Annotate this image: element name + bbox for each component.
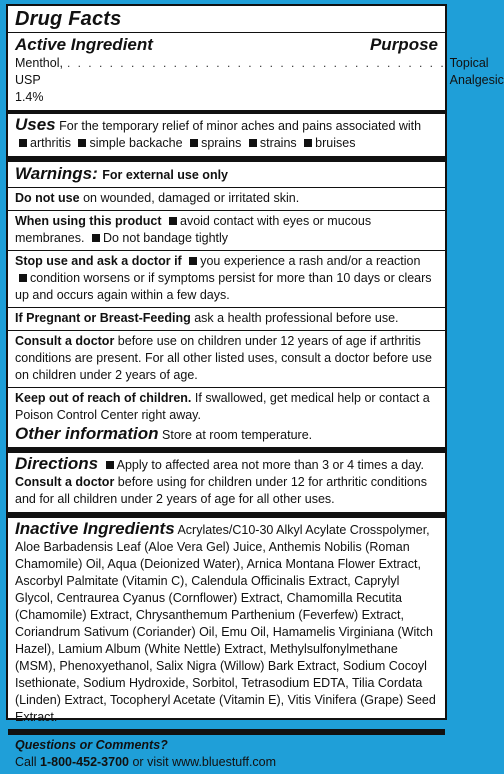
stop-use-item: condition worsens or if symptoms persist for more than 10 days or clears up and occurs again within a few days. xyxy=(15,271,432,302)
bullet-square-icon xyxy=(169,217,177,225)
uses-item: simple backache xyxy=(89,136,183,150)
questions-call: Call xyxy=(15,755,37,769)
when-using-item: avoid contact with eyes or mucous membranes. xyxy=(15,214,372,245)
other-info-heading: Other information xyxy=(15,424,159,443)
active-ingredient-heading: Active Ingredient xyxy=(15,35,153,54)
stop-use-label: Stop use and ask a doctor if xyxy=(15,254,182,268)
purpose-heading: Purpose xyxy=(369,35,438,54)
inactive-ingredients-text: Acrylates/C10-30 Alkyl Acylate Crosspolymer, Aloe Barbadensis Leaf (Aloe Vera Gel) Juice, Anthemis Nobilis (Roman Chamomile) Oil, Aqua (Deionized Water), Arnica Montana Flower Extract, Ascorbyl Palmitate (Vitamin C), Calendula Officinalis Extract, Caprylyl Glycol, Centraurea Cyanus (Cornflower) Extract, Chamomilla Recutita (Chamomile) Extract, Chrysanthemum Parthenium (Feverfew) Extract, Coriandrum Sativum (Coriander) Oil, Emu Oil, Hamamelis Virginiana (Witch Hazel), Lamium Album (White Nettle) Extract, Methylsulfonylmethane (MSM), Phenoxyethanol, Salix Nigra (Willow) Bark Extract, Sodium Cocoyl Isethionate, Sodium Hydroxide, Sorbitol, Tetrasodium EDTA, Tilia Cordata (Linden) Extract, Tocopheryl Acetate (Vitamin E), Vitis Vinifera (Grape) Seed Extract. xyxy=(15,523,436,724)
inactive-ingredients-heading: Inactive Ingredients xyxy=(15,519,175,538)
uses-heading: Uses xyxy=(15,115,56,134)
warnings-subheading: For external use only xyxy=(102,168,228,182)
active-ingredient-section xyxy=(8,32,504,110)
directions-consult-label: Consult a doctor xyxy=(15,475,115,489)
bullet-square-icon xyxy=(92,234,100,242)
keep-out-section xyxy=(8,387,445,447)
consult-section xyxy=(8,330,445,387)
purpose-value: Topical Analgesic xyxy=(449,56,504,87)
bullet-square-icon xyxy=(78,139,86,147)
keep-out-label: Keep out of reach of children. xyxy=(15,391,192,405)
do-not-use-label: Do not use xyxy=(15,191,80,205)
consult-label: Consult a doctor xyxy=(15,334,115,348)
inactive-ingredients-section xyxy=(8,512,445,729)
uses-item: arthritis xyxy=(30,136,71,150)
bullet-square-icon xyxy=(190,139,198,147)
bullet-square-icon xyxy=(189,257,197,265)
title-section xyxy=(8,6,445,32)
questions-visit: or visit www.bluestuff.com xyxy=(132,755,277,769)
pregnant-section xyxy=(8,307,445,330)
bullet-square-icon xyxy=(19,274,27,282)
drug-facts-title: Drug Facts xyxy=(15,8,122,30)
directions-text-2: before using for children under 12 for arthritic conditions and for all children under 2 years of age for all other uses. xyxy=(15,475,427,506)
questions-section xyxy=(8,729,445,774)
pregnant-text: ask a health professional before use. xyxy=(194,311,399,325)
directions-section xyxy=(8,447,445,512)
uses-item: sprains xyxy=(201,136,242,150)
directions-text-1: Apply to affected area not more than 3 or 4 times a day. xyxy=(116,458,424,472)
leader-dots: . . . . . . . . . . . . . . . . . . . . . . . . . . . . . . . . . . . . xyxy=(66,56,446,70)
warnings-heading: Warnings: xyxy=(15,164,98,183)
consult-text: before use on children under 12 years of age if arthritis conditions are present. For all other listed uses, consult a doctor before use on children under 2 years of age. xyxy=(15,334,432,382)
when-using-label: When using this product xyxy=(15,214,162,228)
when-using-section xyxy=(8,210,445,250)
uses-intro: For the temporary relief of minor aches and pains associated with xyxy=(59,119,422,133)
warnings-heading-section xyxy=(8,156,445,187)
directions-heading: Directions xyxy=(15,454,99,473)
keep-out-text: If swallowed, get medical help or contact a Poison Control Center right away. xyxy=(15,391,430,422)
questions-heading: Questions or Comments? xyxy=(15,738,168,752)
uses-item: bruises xyxy=(315,136,356,150)
pregnant-label: If Pregnant or Breast-Feeding xyxy=(15,311,191,325)
active-ingredient-value: Menthol, USP 1.4% xyxy=(15,56,63,104)
bullet-square-icon xyxy=(304,139,312,147)
bullet-square-icon xyxy=(249,139,257,147)
other-info-text: Store at room temperature. xyxy=(162,428,313,442)
do-not-use-text: on wounded, damaged or irritated skin. xyxy=(83,191,300,205)
uses-item: strains xyxy=(259,136,297,150)
when-using-item: Do not bandage tightly xyxy=(102,231,229,245)
uses-section xyxy=(8,110,445,156)
bullet-square-icon xyxy=(106,461,114,469)
questions-phone: 1-800-452-3700 xyxy=(40,755,129,769)
drug-facts-panel xyxy=(6,4,504,769)
do-not-use-section xyxy=(8,187,445,210)
bullet-square-icon xyxy=(19,139,27,147)
stop-use-section xyxy=(8,250,445,307)
stop-use-item: you experience a rash and/or a reaction xyxy=(200,254,421,268)
